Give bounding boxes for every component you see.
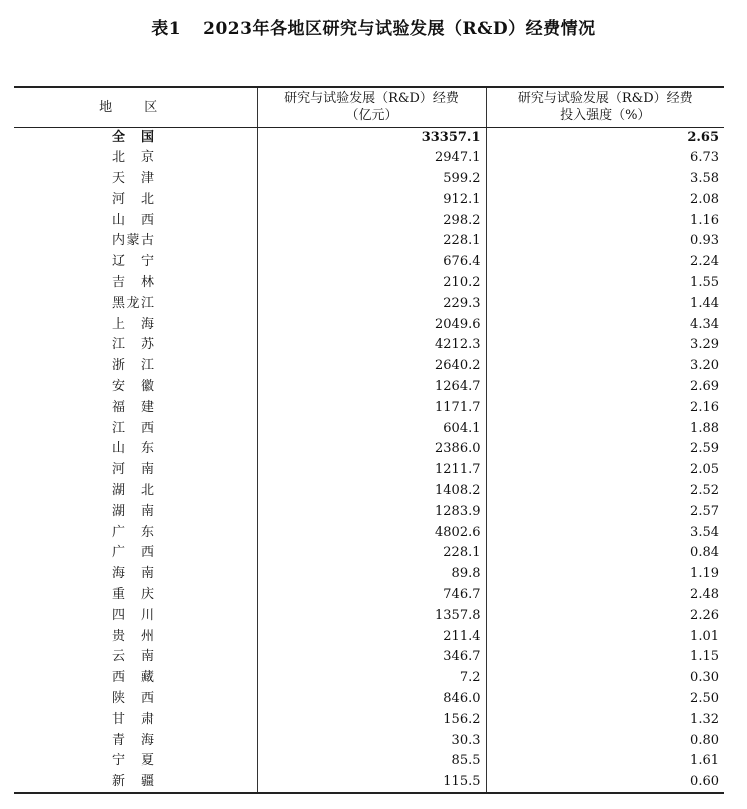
region-name: 辽宁	[112, 254, 154, 270]
cell-intensity: 2.48	[486, 585, 724, 606]
cell-region	[14, 543, 257, 564]
table-row	[14, 522, 724, 543]
region-name: 浙江	[112, 358, 154, 374]
cell-expenditure: 89.8	[257, 564, 486, 585]
cell-expenditure: 298.2	[257, 210, 486, 231]
region-name: 山东	[112, 441, 154, 457]
cell-intensity: 1.55	[486, 273, 724, 294]
region-name: 湖北	[112, 482, 154, 498]
region-name: 北京	[112, 150, 154, 166]
cell-region	[14, 439, 257, 460]
cell-expenditure: 156.2	[257, 709, 486, 730]
cell-region	[14, 231, 257, 252]
table-row	[14, 439, 724, 460]
cell-region	[14, 127, 257, 148]
cell-region	[14, 481, 257, 502]
cell-expenditure: 211.4	[257, 626, 486, 647]
cell-intensity: 0.60	[486, 772, 724, 793]
cell-intensity: 4.34	[486, 314, 724, 335]
cell-region	[14, 335, 257, 356]
table-row	[14, 273, 724, 294]
cell-intensity: 3.54	[486, 522, 724, 543]
cell-expenditure: 846.0	[257, 689, 486, 710]
table-row	[14, 397, 724, 418]
region-name: 新疆	[112, 773, 154, 789]
cell-region	[14, 397, 257, 418]
table-row	[14, 772, 724, 793]
cell-region	[14, 647, 257, 668]
cell-region	[14, 689, 257, 710]
cell-region	[14, 148, 257, 169]
cell-intensity: 1.61	[486, 751, 724, 772]
cell-region	[14, 169, 257, 190]
cell-intensity: 2.08	[486, 189, 724, 210]
table-row	[14, 169, 724, 190]
table-row	[14, 689, 724, 710]
region-name: 安徽	[112, 378, 154, 394]
region-name: 福建	[112, 399, 154, 415]
region-name: 山西	[112, 212, 154, 228]
cell-intensity: 1.19	[486, 564, 724, 585]
cell-intensity: 2.05	[486, 460, 724, 481]
region-name: 贵州	[112, 628, 154, 644]
cell-intensity: 2.52	[486, 481, 724, 502]
region-name: 黑龙江	[112, 295, 154, 311]
region-name: 青海	[112, 732, 154, 748]
cell-region	[14, 356, 257, 377]
cell-expenditure: 2640.2	[257, 356, 486, 377]
table-row	[14, 668, 724, 689]
cell-expenditure: 228.1	[257, 543, 486, 564]
header-intensity-line2: 投入强度（%）	[560, 108, 651, 124]
cell-intensity: 2.57	[486, 501, 724, 522]
cell-expenditure: 210.2	[257, 273, 486, 294]
cell-expenditure: 4802.6	[257, 522, 486, 543]
table-row-total	[14, 127, 724, 148]
table-row	[14, 356, 724, 377]
region-name: 河北	[112, 191, 154, 207]
region-name: 全国	[112, 129, 154, 145]
region-name: 广西	[112, 545, 154, 561]
cell-expenditure: 115.5	[257, 772, 486, 793]
cell-expenditure: 346.7	[257, 647, 486, 668]
cell-region	[14, 564, 257, 585]
region-name: 甘肃	[112, 711, 154, 727]
region-name: 四川	[112, 607, 154, 623]
region-name: 内蒙古	[112, 233, 154, 249]
table-row	[14, 605, 724, 626]
table-title-text: 2023年各地区研究与试验发展（R&D）经费情况	[203, 19, 596, 39]
cell-expenditure: 7.2	[257, 668, 486, 689]
cell-expenditure: 2049.6	[257, 314, 486, 335]
cell-region	[14, 772, 257, 793]
cell-intensity: 2.59	[486, 439, 724, 460]
table-row	[14, 377, 724, 398]
header-intensity	[486, 87, 724, 127]
table-row	[14, 314, 724, 335]
cell-region	[14, 751, 257, 772]
table-row	[14, 148, 724, 169]
cell-region	[14, 668, 257, 689]
region-name: 江苏	[112, 337, 154, 353]
cell-expenditure: 1171.7	[257, 397, 486, 418]
cell-region	[14, 501, 257, 522]
table-row	[14, 730, 724, 751]
cell-expenditure: 2386.0	[257, 439, 486, 460]
header-expenditure-line1: 研究与试验发展（R&D）经费	[284, 91, 459, 107]
cell-intensity: 3.20	[486, 356, 724, 377]
cell-expenditure: 676.4	[257, 252, 486, 273]
cell-intensity: 3.29	[486, 335, 724, 356]
cell-region	[14, 418, 257, 439]
cell-intensity: 1.16	[486, 210, 724, 231]
cell-expenditure: 1283.9	[257, 501, 486, 522]
cell-intensity: 1.32	[486, 709, 724, 730]
cell-expenditure: 33357.1	[257, 127, 486, 148]
cell-expenditure: 599.2	[257, 169, 486, 190]
table-header	[14, 87, 724, 127]
cell-intensity: 2.26	[486, 605, 724, 626]
table-row	[14, 481, 724, 502]
cell-intensity: 1.44	[486, 293, 724, 314]
cell-region	[14, 460, 257, 481]
cell-intensity: 0.84	[486, 543, 724, 564]
region-name: 广东	[112, 524, 154, 540]
cell-region	[14, 210, 257, 231]
cell-region	[14, 314, 257, 335]
cell-region	[14, 377, 257, 398]
table-row	[14, 293, 724, 314]
cell-expenditure: 746.7	[257, 585, 486, 606]
region-name: 宁夏	[112, 753, 154, 769]
cell-region	[14, 709, 257, 730]
table-row	[14, 335, 724, 356]
table-title	[0, 14, 747, 39]
region-name: 天津	[112, 170, 154, 186]
cell-expenditure: 1357.8	[257, 605, 486, 626]
cell-intensity: 2.65	[486, 127, 724, 148]
region-name: 西藏	[112, 670, 154, 686]
cell-intensity: 0.30	[486, 668, 724, 689]
table-number: 表1	[151, 19, 182, 39]
region-name: 重庆	[112, 586, 154, 602]
table-row	[14, 252, 724, 273]
region-name: 陕西	[112, 690, 154, 706]
cell-expenditure: 229.3	[257, 293, 486, 314]
table-row	[14, 418, 724, 439]
cell-intensity: 0.80	[486, 730, 724, 751]
cell-region	[14, 293, 257, 314]
region-name: 吉林	[112, 274, 154, 290]
cell-intensity: 2.69	[486, 377, 724, 398]
cell-intensity: 6.73	[486, 148, 724, 169]
cell-region	[14, 189, 257, 210]
table-row	[14, 751, 724, 772]
table-row	[14, 501, 724, 522]
cell-intensity: 1.01	[486, 626, 724, 647]
table-body	[14, 127, 724, 793]
region-name: 江西	[112, 420, 154, 436]
cell-intensity: 2.16	[486, 397, 724, 418]
table-row	[14, 564, 724, 585]
table-row	[14, 189, 724, 210]
cell-expenditure: 1408.2	[257, 481, 486, 502]
region-name: 河南	[112, 462, 154, 478]
header-intensity-line1: 研究与试验发展（R&D）经费	[517, 91, 693, 107]
region-name: 上海	[112, 316, 154, 332]
header-expenditure	[257, 87, 486, 127]
cell-expenditure: 1264.7	[257, 377, 486, 398]
cell-expenditure: 4212.3	[257, 335, 486, 356]
table-row	[14, 543, 724, 564]
cell-region	[14, 273, 257, 294]
cell-expenditure: 1211.7	[257, 460, 486, 481]
table-row	[14, 231, 724, 252]
cell-intensity: 2.50	[486, 689, 724, 710]
region-name: 云南	[112, 649, 154, 665]
region-name: 海南	[112, 566, 154, 582]
region-name: 湖南	[112, 503, 154, 519]
cell-intensity: 2.24	[486, 252, 724, 273]
table-row	[14, 585, 724, 606]
cell-expenditure: 912.1	[257, 189, 486, 210]
cell-region	[14, 522, 257, 543]
cell-region	[14, 252, 257, 273]
cell-expenditure: 85.5	[257, 751, 486, 772]
cell-expenditure: 2947.1	[257, 148, 486, 169]
cell-region	[14, 585, 257, 606]
table-row	[14, 647, 724, 668]
cell-intensity: 1.15	[486, 647, 724, 668]
table-row	[14, 709, 724, 730]
header-row	[14, 87, 724, 127]
cell-intensity: 1.88	[486, 418, 724, 439]
cell-expenditure: 30.3	[257, 730, 486, 751]
cell-intensity: 3.58	[486, 169, 724, 190]
cell-intensity: 0.93	[486, 231, 724, 252]
cell-expenditure: 228.1	[257, 231, 486, 252]
header-region: 地 区	[14, 87, 257, 127]
cell-expenditure: 604.1	[257, 418, 486, 439]
cell-region	[14, 605, 257, 626]
table-row	[14, 210, 724, 231]
rd-expenditure-table	[14, 86, 724, 794]
cell-region	[14, 730, 257, 751]
table-row	[14, 460, 724, 481]
table-row	[14, 626, 724, 647]
header-expenditure-line2: （亿元）	[345, 108, 398, 124]
cell-region	[14, 626, 257, 647]
